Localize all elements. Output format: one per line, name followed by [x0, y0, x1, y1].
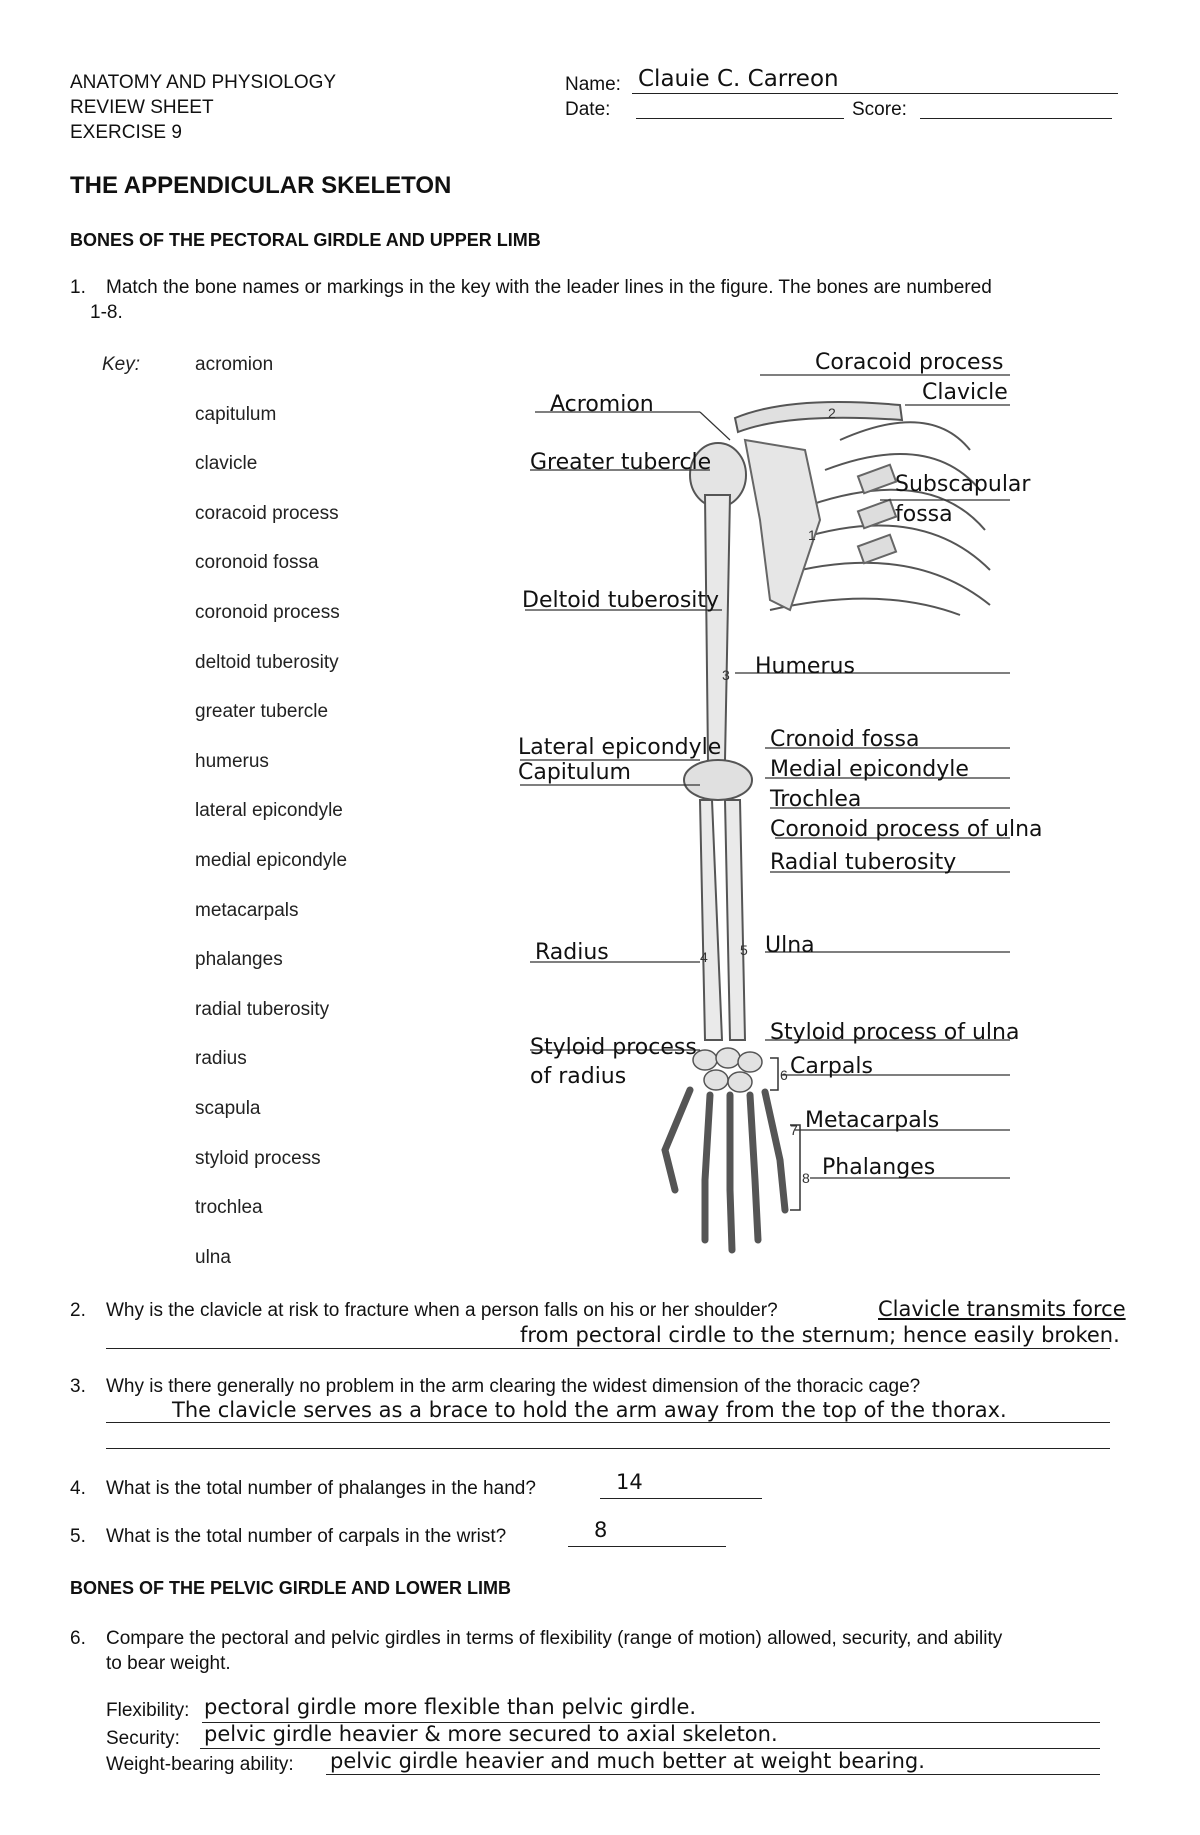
- label-metacarpals[interactable]: Metacarpals: [805, 1108, 940, 1133]
- q4-answer-line: [600, 1498, 762, 1499]
- q5-number: 5.: [70, 1526, 86, 1547]
- course-title: ANATOMY AND PHYSIOLOGY: [70, 72, 337, 93]
- date-label: Date:: [565, 99, 611, 120]
- bone-number-6: 6: [780, 1067, 788, 1083]
- q1-text: Match the bone names or markings in the key with the leader lines in the figure. The bones are numbered: [106, 277, 992, 298]
- bone-number-3: 3: [722, 667, 730, 683]
- label-capitulum[interactable]: Capitulum: [518, 760, 631, 785]
- key-label: Key:: [102, 354, 141, 375]
- label-greater-tubercle[interactable]: Greater tubercle: [530, 450, 712, 475]
- key-item: radial tuberosity: [195, 998, 330, 1020]
- key-item: capitulum: [195, 403, 277, 425]
- security-label: Security:: [106, 1728, 180, 1749]
- label-phalanges[interactable]: Phalanges: [822, 1155, 936, 1180]
- bone-number-1: 1: [808, 527, 816, 543]
- label-coronoid-process-ulna[interactable]: Coronoid process of ulna: [770, 817, 1043, 842]
- q1-number: 1.: [70, 277, 86, 298]
- weight-bearing-line: [326, 1774, 1100, 1775]
- bone-number-5: 5: [740, 942, 748, 958]
- q4-text: What is the total number of phalanges in the hand?: [106, 1478, 536, 1499]
- exercise-number: EXERCISE 9: [70, 122, 182, 143]
- q5-answer[interactable]: 8: [594, 1518, 608, 1542]
- key-item: lateral epicondyle: [195, 800, 343, 822]
- weight-bearing-label: Weight-bearing ability:: [106, 1754, 294, 1775]
- q5-answer-line: [568, 1546, 726, 1547]
- key-item: phalanges: [195, 949, 283, 971]
- key-item: humerus: [195, 750, 269, 772]
- label-acromion[interactable]: Acromion: [550, 392, 654, 417]
- bone-number-8: 8: [802, 1170, 810, 1186]
- q6-text: Compare the pectoral and pelvic girdles in terms of flexibility (range of motion) allowed, security, and ability: [106, 1628, 1003, 1649]
- scapula-illustration: [745, 440, 820, 610]
- q4-answer[interactable]: 14: [616, 1470, 643, 1494]
- label-radial-tuberosity[interactable]: Radial tuberosity: [770, 850, 957, 875]
- flexibility-answer[interactable]: pectoral girdle more flexible than pelvic girdle.: [204, 1695, 697, 1719]
- q3-number: 3.: [70, 1376, 86, 1397]
- section-heading-upper-limb: BONES OF THE PECTORAL GIRDLE AND UPPER LIMB: [70, 230, 541, 250]
- key-item: acromion: [195, 354, 274, 375]
- q5-text: What is the total number of carpals in the wrist?: [106, 1526, 507, 1547]
- label-styloid-ulna[interactable]: Styloid process of ulna: [770, 1020, 1020, 1045]
- q2-answer-line: [106, 1348, 1110, 1349]
- humerus-illustration: [700, 495, 732, 770]
- section-heading-lower-limb: BONES OF THE PELVIC GIRDLE AND LOWER LIMB: [70, 1578, 511, 1598]
- key-item: coronoid fossa: [195, 552, 319, 574]
- label-coronoid-fossa[interactable]: Cronoid fossa: [770, 727, 920, 752]
- q6-number: 6.: [70, 1628, 86, 1649]
- label-trochlea[interactable]: Trochlea: [770, 787, 862, 812]
- key-item: radius: [195, 1048, 247, 1070]
- label-subscapular[interactable]: Subscapular: [895, 472, 1031, 497]
- bone-number-7: 7: [790, 1122, 798, 1138]
- score-label: Score:: [852, 99, 907, 120]
- q3-answer-line-2[interactable]: [106, 1448, 1110, 1449]
- key-item: clavicle: [195, 453, 258, 475]
- label-subscapular-fossa[interactable]: fossa: [895, 502, 953, 527]
- sheet-type: REVIEW SHEET: [70, 97, 214, 118]
- label-medial-epicondyle[interactable]: Medial epicondyle: [770, 757, 969, 782]
- label-deltoid-tuberosity[interactable]: Deltoid tuberosity: [522, 588, 720, 613]
- q3-answer[interactable]: The clavicle serves as a brace to hold the arm away from the top of the thorax.: [172, 1398, 1007, 1422]
- q2-answer-start[interactable]: Clavicle transmits force: [878, 1297, 1126, 1321]
- key-item: styloid process: [195, 1147, 321, 1169]
- radius-illustration: [700, 800, 722, 1040]
- label-humerus[interactable]: Humerus: [755, 654, 855, 679]
- key-item: deltoid tuberosity: [195, 651, 339, 673]
- q2-text: Why is the clavicle at risk to fracture when a person falls on his or her shoulder?: [106, 1300, 778, 1321]
- q2-answer-cont[interactable]: from pectoral cirdle to the sternum; hence easily broken.: [520, 1323, 1120, 1347]
- weight-bearing-answer[interactable]: pelvic girdle heavier and much better at weight bearing.: [330, 1749, 925, 1773]
- key-item: trochlea: [195, 1197, 263, 1219]
- flexibility-label: Flexibility:: [106, 1700, 190, 1721]
- bone-number-2: 2: [828, 405, 836, 421]
- q6-text-cont: to bear weight.: [106, 1653, 231, 1674]
- page-title: THE APPENDICULAR SKELETON: [70, 172, 452, 199]
- key-item: scapula: [195, 1098, 261, 1119]
- label-ulna[interactable]: Ulna: [765, 933, 815, 958]
- label-lateral-epicondyle[interactable]: Lateral epicondyle: [518, 735, 722, 760]
- name-label: Name:: [565, 74, 621, 95]
- label-radius[interactable]: Radius: [535, 940, 609, 965]
- q4-number: 4.: [70, 1478, 86, 1499]
- q2-number: 2.: [70, 1300, 86, 1321]
- elbow-illustration: [684, 760, 752, 800]
- name-value[interactable]: Clauie C. Carreon: [638, 66, 839, 92]
- security-answer[interactable]: pelvic girdle heavier & more secured to axial skeleton.: [204, 1722, 778, 1746]
- label-coracoid-process[interactable]: Coracoid process: [815, 350, 1004, 375]
- key-item: greater tubercle: [195, 701, 329, 723]
- label-carpals[interactable]: Carpals: [790, 1054, 873, 1079]
- label-styloid-radius-cont[interactable]: of radius: [530, 1064, 627, 1089]
- key-item: medial epicondyle: [195, 850, 348, 871]
- key-item: ulna: [195, 1246, 231, 1268]
- q3-text: Why is there generally no problem in the arm clearing the widest dimension of the thoracic cage?: [106, 1376, 921, 1397]
- carpals-illustration: [693, 1048, 762, 1092]
- q1-text-cont: 1-8.: [90, 302, 123, 323]
- ulna-illustration: [725, 800, 745, 1040]
- key-item: coronoid process: [195, 602, 340, 623]
- bone-number-4: 4: [700, 949, 708, 965]
- label-clavicle[interactable]: Clavicle: [922, 380, 1008, 405]
- q3-answer-line-1: [106, 1422, 1110, 1423]
- hand-illustration: [665, 1090, 785, 1250]
- key-item: coracoid process: [195, 502, 339, 524]
- label-styloid-radius[interactable]: Styloid process: [530, 1035, 697, 1060]
- key-item: metacarpals: [195, 899, 299, 921]
